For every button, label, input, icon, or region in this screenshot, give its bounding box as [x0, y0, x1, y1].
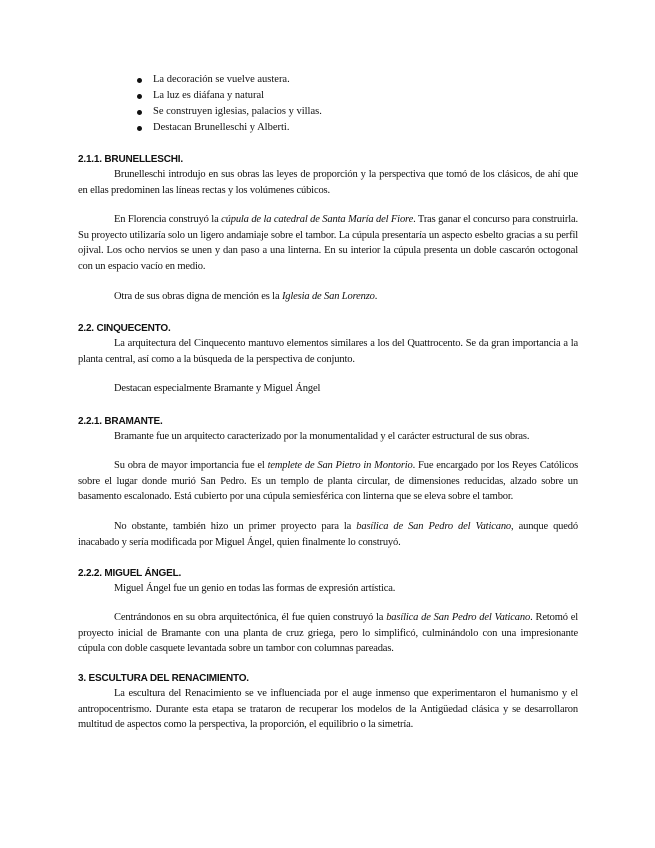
brunelleschi-paragraph-2: En Florencia construyó la cúpula de la catedral de Santa María del Fiore. Tras ganar el concurso para construirla. Su proyecto utilizaría solo un ligero andamiaje sobre el tambor. La cúpula presentaría un aspecto esbelto gracias a su perfil ojival. Los ocho nervios se unen y dan paso a una linterna. En su interior la cúpula presenta un doble cascarón octogonal con un espacio vacío en medio.	[78, 214, 578, 272]
work-title: basílica de San Pedro del Vaticano	[386, 612, 531, 623]
heading-escultura: 3. ESCULTURA DEL RENACIMIENTO.	[78, 673, 249, 684]
work-title: cúpula de la catedral de Santa María del Fiore	[221, 214, 414, 225]
miguel-angel-paragraph-2: Centrándonos en su obra arquitectónica, él fue quien construyó la basílica de San Pedro del Vaticano. Retomó el proyecto inicial de Bramante con una planta de cruz griega, pero lo simplificó, culminándolo con una impresionante cúpula con doble casquete levantada sobre un tambor con columnas pareadas.	[78, 612, 578, 654]
brunelleschi-paragraph-1: Brunelleschi introdujo en sus obras las leyes de proporción y la perspectiva que tomó de los clásicos, de ahí que en ellas predominen las líneas rectas y los volúmenes cúbicos.	[78, 169, 578, 196]
heading-bramante: 2.2.1. BRAMANTE.	[78, 416, 163, 427]
bullet-item: Destacan Brunelleschi y Alberti.	[135, 120, 322, 136]
bramante-paragraph-3: No obstante, también hizo un primer proyecto para la basílica de San Pedro del Vaticano, aunque quedó inacabado y sería modificada por Miguel Ángel, quien finalmente lo construyó.	[78, 521, 578, 548]
heading-cinquecento: 2.2. CINQUECENTO.	[78, 323, 171, 334]
bullet-item: La decoración se vuelve austera.	[135, 72, 322, 88]
heading-miguel-angel: 2.2.2. MIGUEL ÁNGEL.	[78, 568, 182, 579]
bramante-paragraph-2: Su obra de mayor importancia fue el templete de San Pietro in Montorio. Fue encargado por los Reyes Católicos sobre el lugar donde murió San Pedro. Es un templo de planta circular, de dimensiones reducidas, alzado sobre un basamento escalonado. Está cubierto por una cúpula semiesférica con linterna que se eleva sobre el tambor.	[78, 460, 579, 502]
feature-bullet-list	[135, 72, 322, 136]
cinquecento-paragraph-2: Destacan especialmente Bramante y Miguel Ángel	[114, 383, 321, 394]
work-title: Iglesia de San Lorenzo	[281, 291, 375, 302]
brunelleschi-paragraph-3: Otra de sus obras digna de mención es la Iglesia de San Lorenzo.	[114, 291, 378, 302]
bullet-item: Se construyen iglesias, palacios y villas.	[135, 104, 322, 120]
cinquecento-paragraph-1: La arquitectura del Cinquecento mantuvo elementos similares a los del Quattrocento. Se da gran importancia a la planta central, así como a la búsqueda de la perspectiva de conjunto.	[78, 338, 578, 365]
work-title: templete de San Pietro in Montorio	[267, 460, 413, 471]
escultura-paragraph-1: La escultura del Renacimiento se ve influenciada por el auge inmenso que experimentaron el humanismo y el antropocentrismo. Durante esta etapa se trataron de recuperar los modelos de la Antigüedad clásica y se desarrollaron multitud de aspectos como la perspectiva, la proporción, el equilibrio o la simetría.	[78, 688, 578, 730]
heading-brunelleschi: 2.1.1. BRUNELLESCHI.	[78, 154, 183, 165]
bullet-item: La luz es diáfana y natural	[135, 88, 322, 104]
work-title: basílica de San Pedro del Vaticano	[356, 521, 512, 532]
miguel-angel-paragraph-1: Miguel Ángel fue un genio en todas las formas de expresión artística.	[114, 583, 396, 594]
bramante-paragraph-1: Bramante fue un arquitecto caracterizado por la monumentalidad y el carácter estructural de sus obras.	[114, 431, 530, 442]
